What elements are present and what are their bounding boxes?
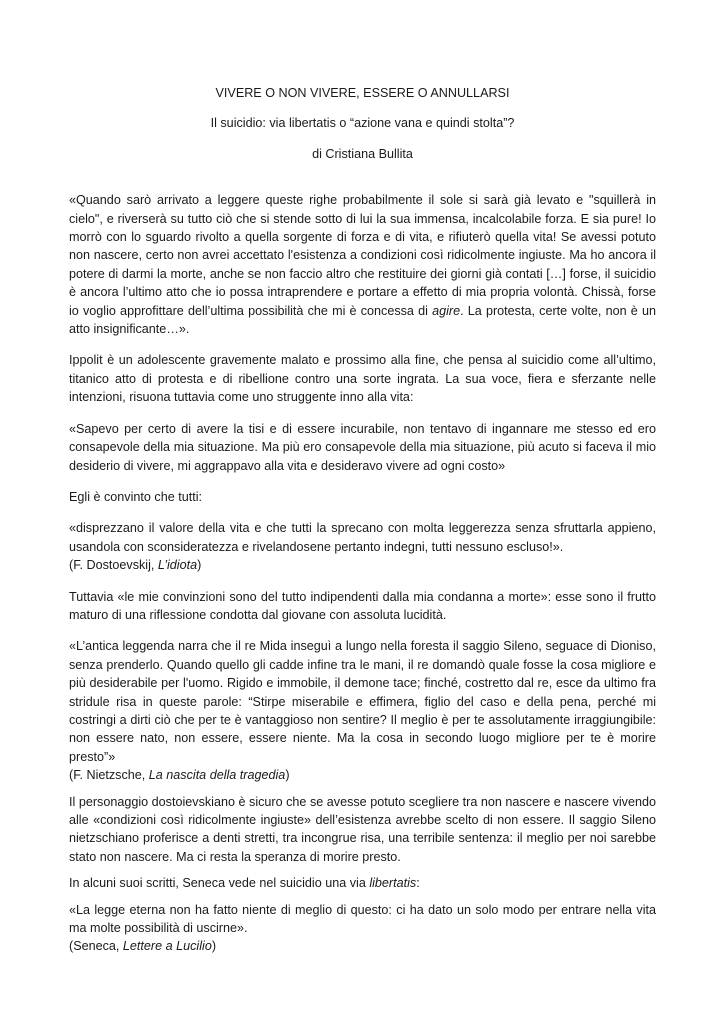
citation-text: ) [285,768,290,783]
emphasis-text: libertatis [369,876,417,891]
citation-dostoevskij [69,556,656,574]
paragraph-tuttavia: Tuttavia «le mie convinzioni sono del tutto indipendenti dalla mia condanna a morte»: esse sono il frutto maturo di una riflessione condotta dal giovane con assoluta lucidità. [69,589,656,622]
text-run: «L’antica leggenda narra che il re Mida inseguì a lungo nella foresta il saggio Sileno, seguace di Dioniso, senza prenderlo. Quando quello gli cadde infine tra le mani, il re domandò quale fosse la cosa migliore e più desiderabile per l'uomo. Rigido e immobile, il demone tace; finché, costretto dal re, esce da ultimo fra stridule risa in queste parole: “Stirpe miserabile e effimera, figlio del caso e della pena, perché mi costringi a dirti ciò che per te è vantaggioso non sentire? Il meglio è per te assolutamente irraggiungibile: non essere nato, non essere, essere niente. Ma la cosa in secondo luogo migliore per te è morire presto”» [69,639,656,764]
paragraph-quote-ippolit [69,191,656,338]
paragraph-seneca-intro [69,874,656,892]
citation-title: La nascita della tragedia [148,768,286,783]
citation-text: (F. Dostoevskij, [69,558,158,573]
text-run: «disprezzano il valore della vita e che tutti la sprecano con molta leggerezza senza sfruttarla appieno, usandola con sconsideratezza e rivelandosene pertanto indegni, tutti nessuno escluso!». [69,521,656,554]
citation-text: (F. Nietzsche, [69,768,149,783]
text-run: In alcuni suoi scritti, Seneca vede nel suicidio una via [69,876,370,891]
document-header [69,84,656,163]
text-run: «Quando sarò arrivato a leggere queste righe probabilmente il sole si sarà già levato e "squillerà in cielo", e riverserà su tutto ciò che si stende sotto di lui la sua immensa, incalcolabile forza. E sia pure! Io morrò con lo sguardo rivolto a quella sorgente di forza e di vita, e rifiuterò quella vita! Se avessi potuto non nascere, certo non avrei accettato l'esistenza a condizioni così ridicolmente ingiuste. Ma ho ancora il potere di darmi la morte, anche se non faccio altro che restituire dei giorni già contati […] forse, il suicidio è ancora l’ultimo atto che io possa intraprendere e portare a effetto di mia propria volontà. Chissà, forse io voglio approfittare dell’ultima possibilità che mi è concessa di [69,193,656,318]
paragraph-quote-seneca [69,901,656,956]
document-title: VIVERE O NON VIVERE, ESSERE O ANNULLARSI [215,86,510,100]
paragraph-personaggio: Il personaggio dostoievskiano è sicuro che se avesse potuto scegliere tra non nascere e nascere vivendo alle «condizioni così ridicolmente ingiuste» dell’esistenza avrebbe scelto di non essere. Il saggio Sileno nietzschiano proferisce a denti stretti, tra incongrue risa, una terribile sentenza: il meglio per noi sarebbe stato non nascere. Ma ci resta la speranza di morire presto. [69,794,656,864]
document-body [69,191,656,956]
emphasis-text: agire [432,303,461,318]
paragraph-quote-disprezzano [69,519,656,574]
citation-text: (Seneca, [69,939,123,954]
text-run: . La protesta, certe volte, non è un atto insignificante…». [69,303,656,337]
document-subtitle: Il suicidio: via libertatis o “azione vana e quindi stolta”? [210,116,515,131]
citation-text: ) [197,558,202,573]
paragraph-quote-mida [69,637,656,784]
paragraph-ippolit-intro: Ippolit è un adolescente gravemente malato e prossimo alla fine, che pensa al suicidio come all’ultimo, titanico atto di protesta e di ribellione contro una sorte ingrata. La sua voce, fiera e sferzante nelle intenzioni, risuona tuttavia come uno struggente inno alla vita: [69,353,656,405]
text-run: «La legge eterna non ha fatto niente di meglio di questo: ci ha dato un solo modo per entrare nella vita ma molte possibilità di uscirne». [69,902,656,936]
document-author: di Cristiana Bullita [312,146,413,161]
citation-seneca [69,937,656,955]
citation-nietzsche [69,766,656,784]
text-run: : [416,876,420,891]
citation-text: ) [211,939,217,954]
citation-title: L’idiota [157,558,198,573]
paragraph-convinto: Egli è convinto che tutti: [69,489,203,504]
citation-title: Lettere a Lucilio [122,939,212,954]
paragraph-quote-tisi: «Sapevo per certo di avere la tisi e di essere incurabile, non tentavo di ingannare me stesso ed ero consapevole della mia situazione. Ma più ero consapevole della mia situazione, più acuto si faceva il mio desiderio di vivere, mi aggrappavo alla vita e desideravo vivere ad ogni costo» [69,421,656,473]
